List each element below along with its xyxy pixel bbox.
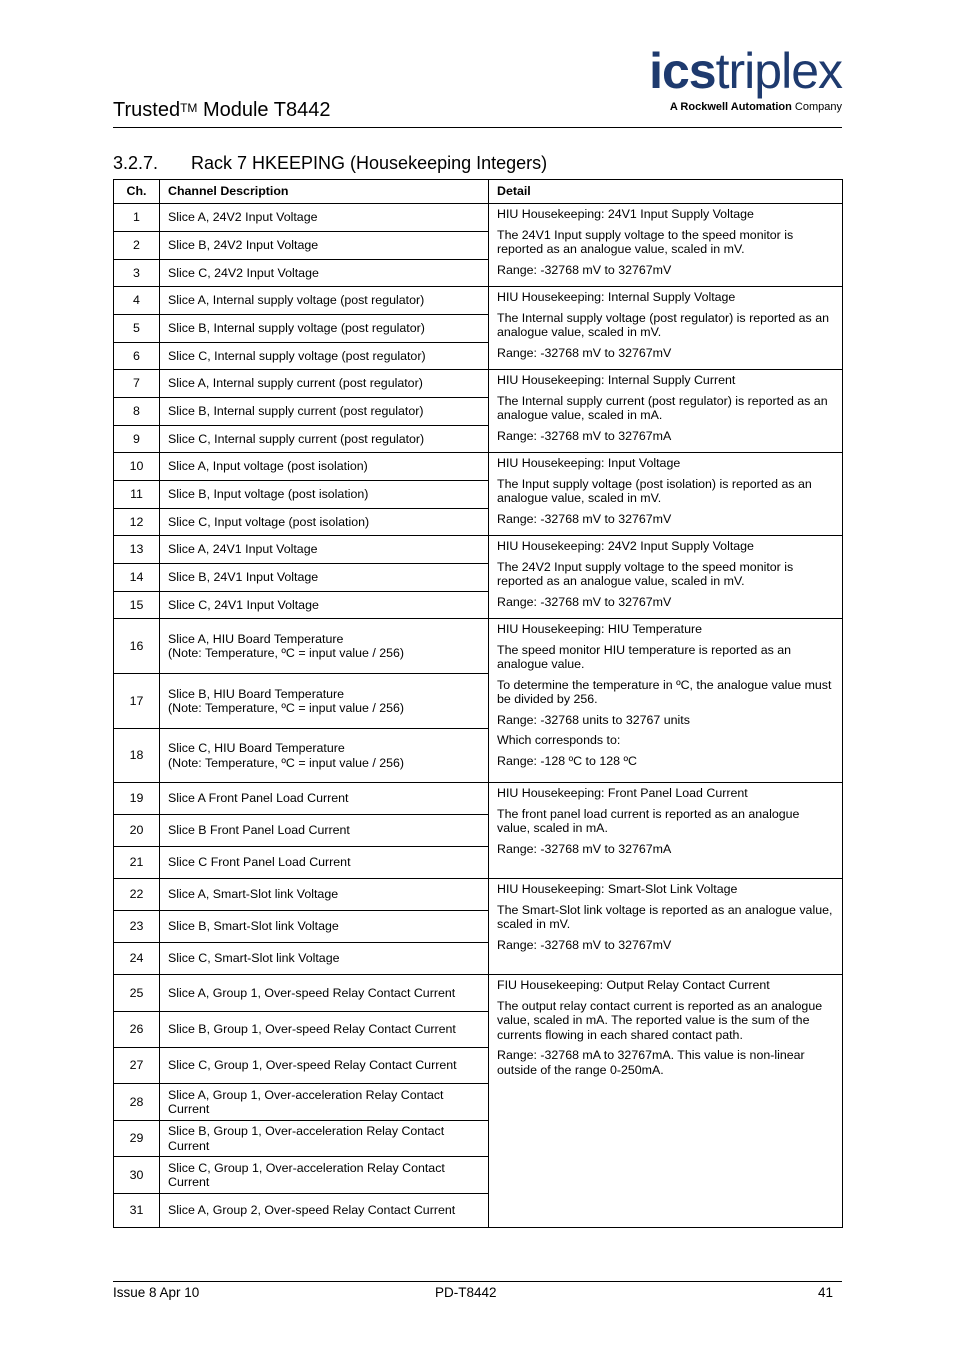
channel-description-text: Slice A, Group 1, Over-acceleration Relay Contact Current [168, 1087, 444, 1116]
channel-number: 13 [114, 536, 160, 564]
detail-line: Range: -128 ºC to 128 ºC [497, 753, 637, 768]
table-row [114, 370, 843, 398]
detail-line: FIU Housekeeping: Output Relay Contact Current [497, 978, 770, 992]
logo-wordmark [612, 43, 842, 99]
detail-line: HIU Housekeeping: HIU Temperature [497, 622, 703, 636]
channel-number: 25 [114, 975, 160, 1012]
channel-description-text: Slice A, 24V1 Input Voltage [168, 542, 318, 557]
title-prefix: Trusted [113, 99, 181, 121]
footer-doc-ref: PD-T8442 [435, 1285, 497, 1300]
channel-description-note: (Note: Temperature, ºC = input value / 256) [168, 755, 405, 770]
channel-number: 6 [114, 343, 160, 370]
channel-description [160, 509, 489, 536]
channel-detail [489, 536, 843, 619]
channel-detail [489, 975, 843, 1228]
channel-number: 5 [114, 315, 160, 343]
detail-line: Range: -32768 mV to 32767mV [497, 511, 672, 526]
channel-description-text: Slice A, Group 2, Over-speed Relay Contact Current [168, 1203, 456, 1218]
detail-line: Which corresponds to: [497, 733, 621, 747]
channel-description [160, 260, 489, 287]
channel-description [160, 1084, 489, 1121]
channel-number: 1 [114, 204, 160, 232]
channel-description [160, 879, 489, 911]
channel-description [160, 315, 489, 343]
channel-description-text: Slice A, Internal supply voltage (post regulator) [168, 293, 425, 308]
channel-number: 2 [114, 232, 160, 260]
channel-description-text: Slice C, Group 1, Over-acceleration Relay Contact Current [168, 1160, 445, 1189]
channel-number: 26 [114, 1012, 160, 1048]
channel-description [160, 592, 489, 619]
detail-line: HIU Housekeeping: Smart-Slot Link Voltage [497, 882, 738, 896]
section-number: 3.2.7. [113, 153, 159, 173]
channel-number: 18 [114, 729, 160, 783]
channel-description [160, 674, 489, 729]
channel-detail [489, 879, 843, 975]
table-row [114, 453, 843, 481]
channel-number: 12 [114, 509, 160, 536]
channel-description [160, 847, 489, 879]
channel-description-text: Slice B Front Panel Load Current [168, 823, 350, 838]
channel-description [160, 1157, 489, 1194]
channel-number: 20 [114, 815, 160, 847]
header-detail: Detail [489, 180, 843, 204]
detail-line: Range: -32768 mV to 32767mV [497, 262, 672, 277]
channel-number: 8 [114, 398, 160, 426]
channel-description [160, 1012, 489, 1048]
channel-description [160, 564, 489, 592]
document-title [113, 98, 330, 122]
channel-description [160, 943, 489, 975]
channel-number: 27 [114, 1048, 160, 1084]
channel-description [160, 453, 489, 481]
section-title: Rack 7 HKEEPING (Housekeeping Integers) [191, 153, 548, 173]
detail-line: The Input supply voltage (post isolation) is reported as an analogue value, scaled in mV. [497, 476, 812, 505]
detail-line: Range: -32768 mV to 32767mV [497, 345, 672, 360]
ics-triplex-logo [612, 43, 842, 121]
channel-description [160, 287, 489, 315]
detail-line: HIU Housekeeping: Input Voltage [497, 456, 681, 470]
detail-line: HIU Housekeeping: Internal Supply Current [497, 373, 736, 387]
channel-description [160, 398, 489, 426]
channel-number: 9 [114, 426, 160, 453]
detail-line: HIU Housekeeping: 24V1 Input Supply Voltage [497, 207, 754, 221]
channel-description-text: Slice A Front Panel Load Current [168, 791, 349, 806]
detail-line: The Smart-Slot link voltage is reported as an analogue value, scaled in mV. [497, 902, 833, 931]
header-ch: Ch. [114, 180, 160, 204]
channel-description-text: Slice B, Internal supply voltage (post regulator) [168, 321, 425, 336]
detail-line: The Internal supply voltage (post regulator) is reported as an analogue value, scaled in mV. [497, 310, 829, 339]
channel-description-text: Slice B, 24V2 Input Voltage [168, 238, 319, 253]
channel-description [160, 536, 489, 564]
detail-line: The front panel load current is reported as an analogue value, scaled in mA. [497, 806, 800, 835]
channel-description [160, 815, 489, 847]
channel-number: 17 [114, 674, 160, 729]
page-footer [113, 1281, 842, 1300]
table-row [114, 287, 843, 315]
title-suffix: Module T8442 [197, 99, 331, 121]
logo-tagline [612, 100, 842, 114]
channel-description-text: Slice B, Internal supply current (post regulator) [168, 404, 424, 419]
channel-number: 11 [114, 481, 160, 509]
channel-detail [489, 287, 843, 370]
channel-description-text: Slice A, HIU Board Temperature [168, 631, 344, 646]
channel-description-note: (Note: Temperature, ºC = input value / 256) [168, 701, 405, 715]
channel-description [160, 911, 489, 943]
detail-line: HIU Housekeeping: Internal Supply Voltage [497, 290, 736, 304]
channel-number: 10 [114, 453, 160, 481]
channel-description [160, 619, 489, 674]
channel-description [160, 232, 489, 260]
logo-ics: ics [649, 43, 716, 99]
channel-description [160, 426, 489, 453]
channel-detail [489, 370, 843, 453]
channel-number: 16 [114, 619, 160, 674]
channel-number: 30 [114, 1157, 160, 1194]
table-row [114, 619, 843, 674]
channel-description [160, 1048, 489, 1084]
channel-description [160, 1194, 489, 1228]
channel-description [160, 204, 489, 232]
header-description: Channel Description [160, 180, 489, 204]
channel-number: 4 [114, 287, 160, 315]
channel-description [160, 975, 489, 1012]
channel-description-text: Slice A, Group 1, Over-speed Relay Contact Current [168, 985, 456, 1000]
detail-line: Range: -32768 mA to 32767mA. This value is non-linear outside of the range 0-250mA. [497, 1048, 805, 1077]
table-row [114, 783, 843, 815]
channel-description-text: Slice C, Smart-Slot link Voltage [168, 951, 340, 966]
logo-triplex: triplex [715, 43, 842, 99]
detail-line: The speed monitor HIU temperature is reported as an analogue value. [497, 642, 792, 671]
channel-description [160, 783, 489, 815]
channel-description [160, 1121, 489, 1157]
channel-number: 14 [114, 564, 160, 592]
channel-description [160, 729, 489, 783]
channel-number: 7 [114, 370, 160, 398]
channel-description-text: Slice B, Input voltage (post isolation) [168, 487, 369, 502]
footer-issue: Issue 8 Apr 10 [113, 1285, 200, 1300]
channel-description-text: Slice C, 24V2 Input Voltage [168, 265, 319, 280]
channel-description-text: Slice B, Smart-Slot link Voltage [168, 919, 339, 934]
detail-line: Range: -32768 mV to 32767mV [497, 594, 672, 609]
channel-description-text: Slice C, Internal supply current (post regulator) [168, 431, 425, 446]
channel-description-text: Slice C, 24V1 Input Voltage [168, 597, 319, 612]
detail-line: The 24V2 Input supply voltage to the speed monitor is reported as an analogue value, scaled in mV. [497, 559, 794, 588]
detail-line: Range: -32768 mV to 32767mA [497, 841, 672, 856]
channel-description-text: Slice C, Group 1, Over-speed Relay Contact Current [168, 1058, 457, 1073]
channel-number: 28 [114, 1084, 160, 1121]
channel-description-text: Slice B, 24V1 Input Voltage [168, 570, 319, 585]
channel-description-text: Slice C, HIU Board Temperature [168, 741, 345, 755]
channel-description-text: Slice B, HIU Board Temperature [168, 686, 345, 701]
detail-line: To determine the temperature in ºC, the analogue value must be divided by 256. [497, 677, 832, 706]
logo-tagline-rest: Company [791, 101, 842, 113]
footer-page-number: 41 [817, 1285, 833, 1300]
detail-line: Range: -32768 mV to 32767mA [497, 428, 672, 443]
channel-number: 19 [114, 783, 160, 815]
table-header-row [114, 180, 843, 204]
channel-description [160, 343, 489, 370]
channel-number: 22 [114, 879, 160, 911]
channel-description-note: (Note: Temperature, ºC = input value / 256) [168, 646, 405, 660]
channel-number: 15 [114, 592, 160, 619]
channel-description [160, 370, 489, 398]
detail-line: The output relay contact current is reported as an analogue value, scaled in mA. The reported value is the sum of the currents flowing in each shared contact path. [497, 998, 823, 1042]
channel-description-text: Slice A, Input voltage (post isolation) [168, 459, 368, 474]
logo-tagline-bold: A Rockwell Automation [669, 101, 792, 113]
channel-description [160, 481, 489, 509]
channel-description-text: Slice B, Group 1, Over-speed Relay Contact Current [168, 1022, 456, 1037]
channel-number: 31 [114, 1194, 160, 1228]
channel-detail [489, 783, 843, 879]
channel-number: 21 [114, 847, 160, 879]
detail-line: HIU Housekeeping: 24V2 Input Supply Voltage [497, 539, 754, 553]
trademark-sup: TM [180, 101, 198, 115]
section-heading [113, 152, 547, 174]
channel-description-text: Slice C, Input voltage (post isolation) [168, 514, 370, 529]
table-row [114, 536, 843, 564]
channel-detail [489, 619, 843, 783]
detail-line: HIU Housekeeping: Front Panel Load Current [497, 786, 748, 800]
channel-detail [489, 204, 843, 287]
table-row [114, 879, 843, 911]
detail-line: Range: -32768 units to 32767 units [497, 712, 690, 727]
housekeeping-table [113, 179, 843, 1228]
table-row [114, 975, 843, 1012]
detail-line: Range: -32768 mV to 32767mV [497, 937, 672, 952]
table-row [114, 204, 843, 232]
channel-number: 29 [114, 1121, 160, 1157]
channel-description-text: Slice C, Internal supply voltage (post regulator) [168, 348, 426, 363]
detail-line: The Internal supply current (post regulator) is reported as an analogue value, scaled in mA. [497, 393, 828, 422]
channel-description-text: Slice B, Group 1, Over-acceleration Relay Contact Current [168, 1124, 445, 1153]
channel-number: 24 [114, 943, 160, 975]
channel-number: 3 [114, 260, 160, 287]
channel-number: 23 [114, 911, 160, 943]
channel-description-text: Slice A, Internal supply current (post regulator) [168, 376, 423, 391]
channel-description-text: Slice A, Smart-Slot link Voltage [168, 887, 339, 902]
channel-description-text: Slice C Front Panel Load Current [168, 855, 351, 870]
page-header [113, 40, 842, 128]
channel-description-text: Slice A, 24V2 Input Voltage [168, 210, 318, 225]
channel-detail [489, 453, 843, 536]
detail-line: The 24V1 Input supply voltage to the speed monitor is reported as an analogue value, scaled in mV. [497, 227, 794, 256]
